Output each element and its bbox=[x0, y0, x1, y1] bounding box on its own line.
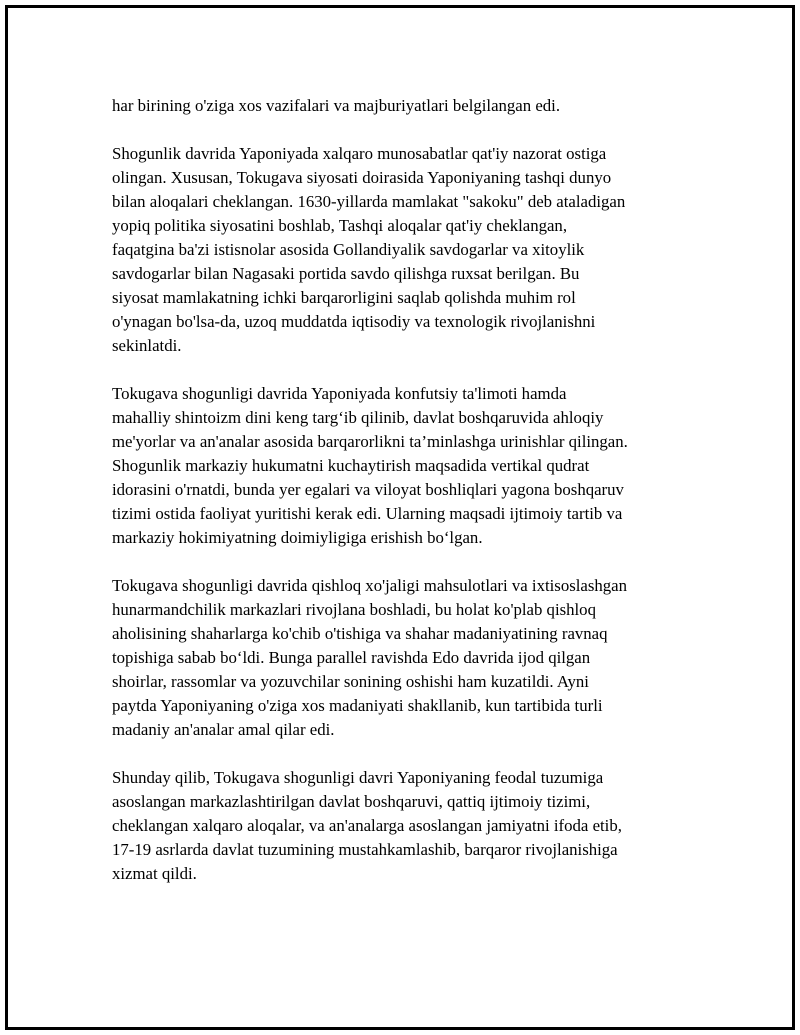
text-line: Tokugava shogunligi davrida Yaponiyada konfutsiy ta'limoti hamda bbox=[112, 384, 567, 403]
text-line: Tokugava shogunligi davrida qishloq xo'jaligi mahsulotlari va ixtisoslashgan bbox=[112, 576, 628, 595]
text-line: faqatgina ba'zi istisnolar asosida Gollandiyalik savdogarlar va xitoylik bbox=[112, 240, 585, 259]
paragraph-4 bbox=[112, 574, 712, 742]
text-line: bilan aloqalari cheklangan. 1630-yillarda mamlakat "sakoku" deb ataladigan bbox=[112, 192, 626, 211]
text-line: 17-19 asrlarda davlat tuzumining mustahkamlashib, barqaror rivojlanishiga bbox=[112, 840, 618, 859]
text-line: Shogunlik markaziy hukumatni kuchaytirish maqsadida vertikal qudrat bbox=[112, 456, 590, 475]
text-line: xizmat qildi. bbox=[112, 864, 197, 883]
text-line: shoirlar, rassomlar va yozuvchilar sonining oshishi ham kuzatildi. Ayni bbox=[112, 672, 589, 691]
text-line: aholisining shaharlarga ko'chib o'tishiga va shahar madaniyatining ravnaq bbox=[112, 624, 608, 643]
paragraph-5 bbox=[112, 766, 712, 886]
text-line: tizimi ostida faoliyat yuritishi kerak edi. Ularning maqsadi ijtimoiy tartib va bbox=[112, 504, 623, 523]
text-line: siyosat mamlakatning ichki barqarorligini saqlab qolishda muhim rol bbox=[112, 288, 576, 307]
text-line: mahalliy shintoizm dini keng targ‘ib qilinib, davlat boshqaruvida ahloqiy bbox=[112, 408, 604, 427]
paragraph-3 bbox=[112, 382, 712, 550]
text-line: me'yorlar va an'analar asosida barqarorlikni ta’minlashga urinishlar qilingan. bbox=[112, 432, 628, 451]
text-line: Shunday qilib, Tokugava shogunligi davri Yaponiyaning feodal tuzumiga bbox=[112, 768, 604, 787]
paragraph-1 bbox=[112, 94, 712, 118]
paragraph-2 bbox=[112, 142, 712, 358]
text-line: asoslangan markazlashtirilgan davlat boshqaruvi, qattiq ijtimoiy tizimi, bbox=[112, 792, 591, 811]
text-line: sekinlatdi. bbox=[112, 336, 182, 355]
text-line: savdogarlar bilan Nagasaki portida savdo qilishga ruxsat berilgan. Bu bbox=[112, 264, 580, 283]
text-line: yopiq politika siyosatini boshlab, Tashqi aloqalar qat'iy cheklangan, bbox=[112, 216, 568, 235]
text-line: hunarmandchilik markazlari rivojlana boshladi, bu holat ko'plab qishloq bbox=[112, 600, 596, 619]
text-line: madaniy an'analar amal qilar edi. bbox=[112, 720, 335, 739]
text-line: Shogunlik davrida Yaponiyada xalqaro munosabatlar qat'iy nazorat ostiga bbox=[112, 144, 607, 163]
text-line: idorasini o'rnatdi, bunda yer egalari va viloyat boshliqlari yagona boshqaruv bbox=[112, 480, 624, 499]
text-line: o'ynagan bo'lsa-da, uzoq muddatda iqtisodiy va texnologik rivojlanishni bbox=[112, 312, 596, 331]
document-body bbox=[112, 94, 712, 910]
text-line: olingan. Xususan, Tokugava siyosati doirasida Yaponiyaning tashqi dunyo bbox=[112, 168, 612, 187]
text-line: markaziy hokimiyatning doimiyligiga erishish bo‘lgan. bbox=[112, 528, 483, 547]
text-line: topishiga sabab bo‘ldi. Bunga parallel ravishda Edo davrida ijod qilgan bbox=[112, 648, 591, 667]
text-line: har birining o'ziga xos vazifalari va majburiyatlari belgilangan edi. bbox=[112, 96, 561, 115]
text-line: cheklangan xalqaro aloqalar, va an'analarga asoslangan jamiyatni ifoda etib, bbox=[112, 816, 622, 835]
text-line: paytda Yaponiyaning o'ziga xos madaniyati shakllanib, kun tartibida turli bbox=[112, 696, 603, 715]
